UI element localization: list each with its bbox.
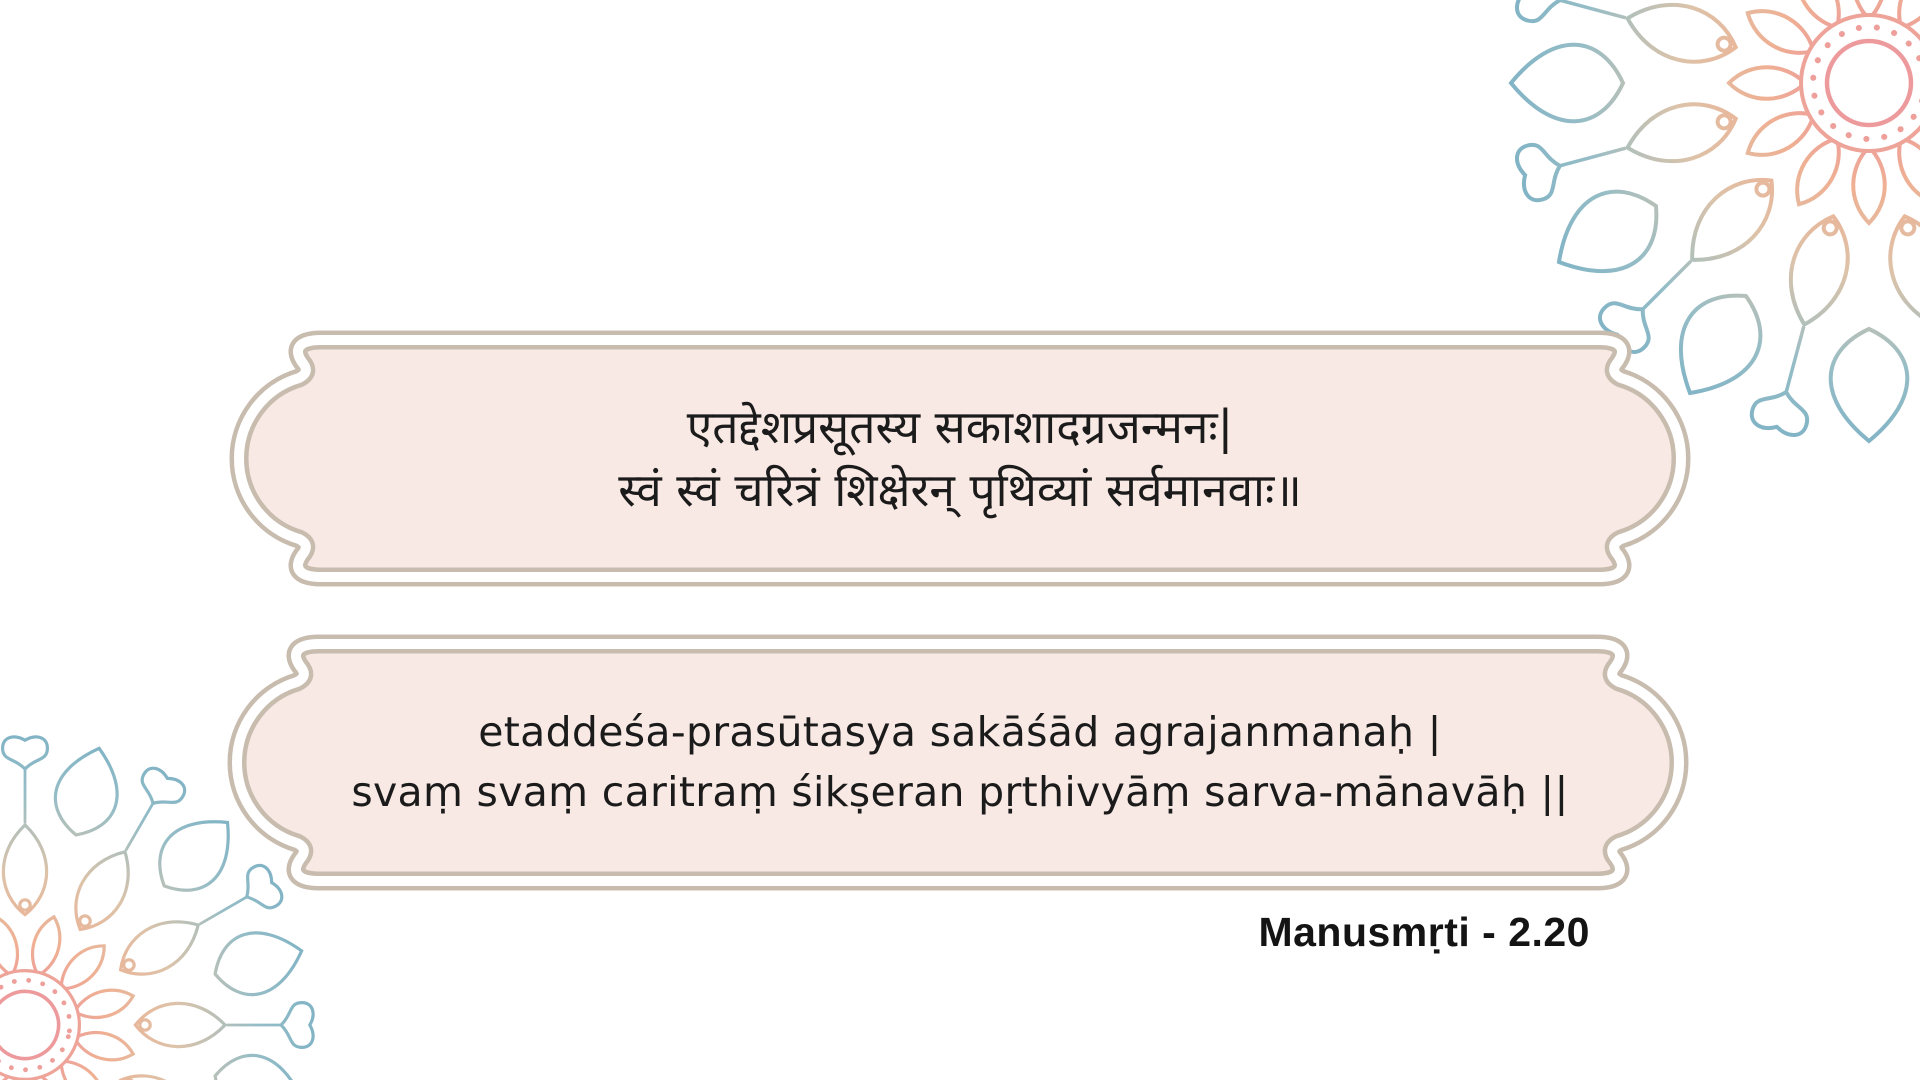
transliteration-verse xyxy=(225,637,1695,888)
transliteration-line-1: etaddeśa-prasūtasya sakāśād agrajanmanaḥ | xyxy=(478,708,1442,757)
transliteration-line-2: svaṃ svaṃ caritraṃ śikṣeran pṛthivyāṃ sarva-mānavāḥ || xyxy=(351,767,1569,816)
devanagari-verse xyxy=(227,333,1693,584)
devanagari-line-2: स्वं स्वं चरित्रं शिक्षेरन् पृथिव्यां सर्वमानवाः॥ xyxy=(618,462,1302,517)
verse-attribution: Manusmṛti - 2.20 xyxy=(1258,909,1590,955)
devanagari-line-1: एतद्देशप्रसूतस्य सकाशादग्रजन्मनः| xyxy=(686,399,1234,454)
